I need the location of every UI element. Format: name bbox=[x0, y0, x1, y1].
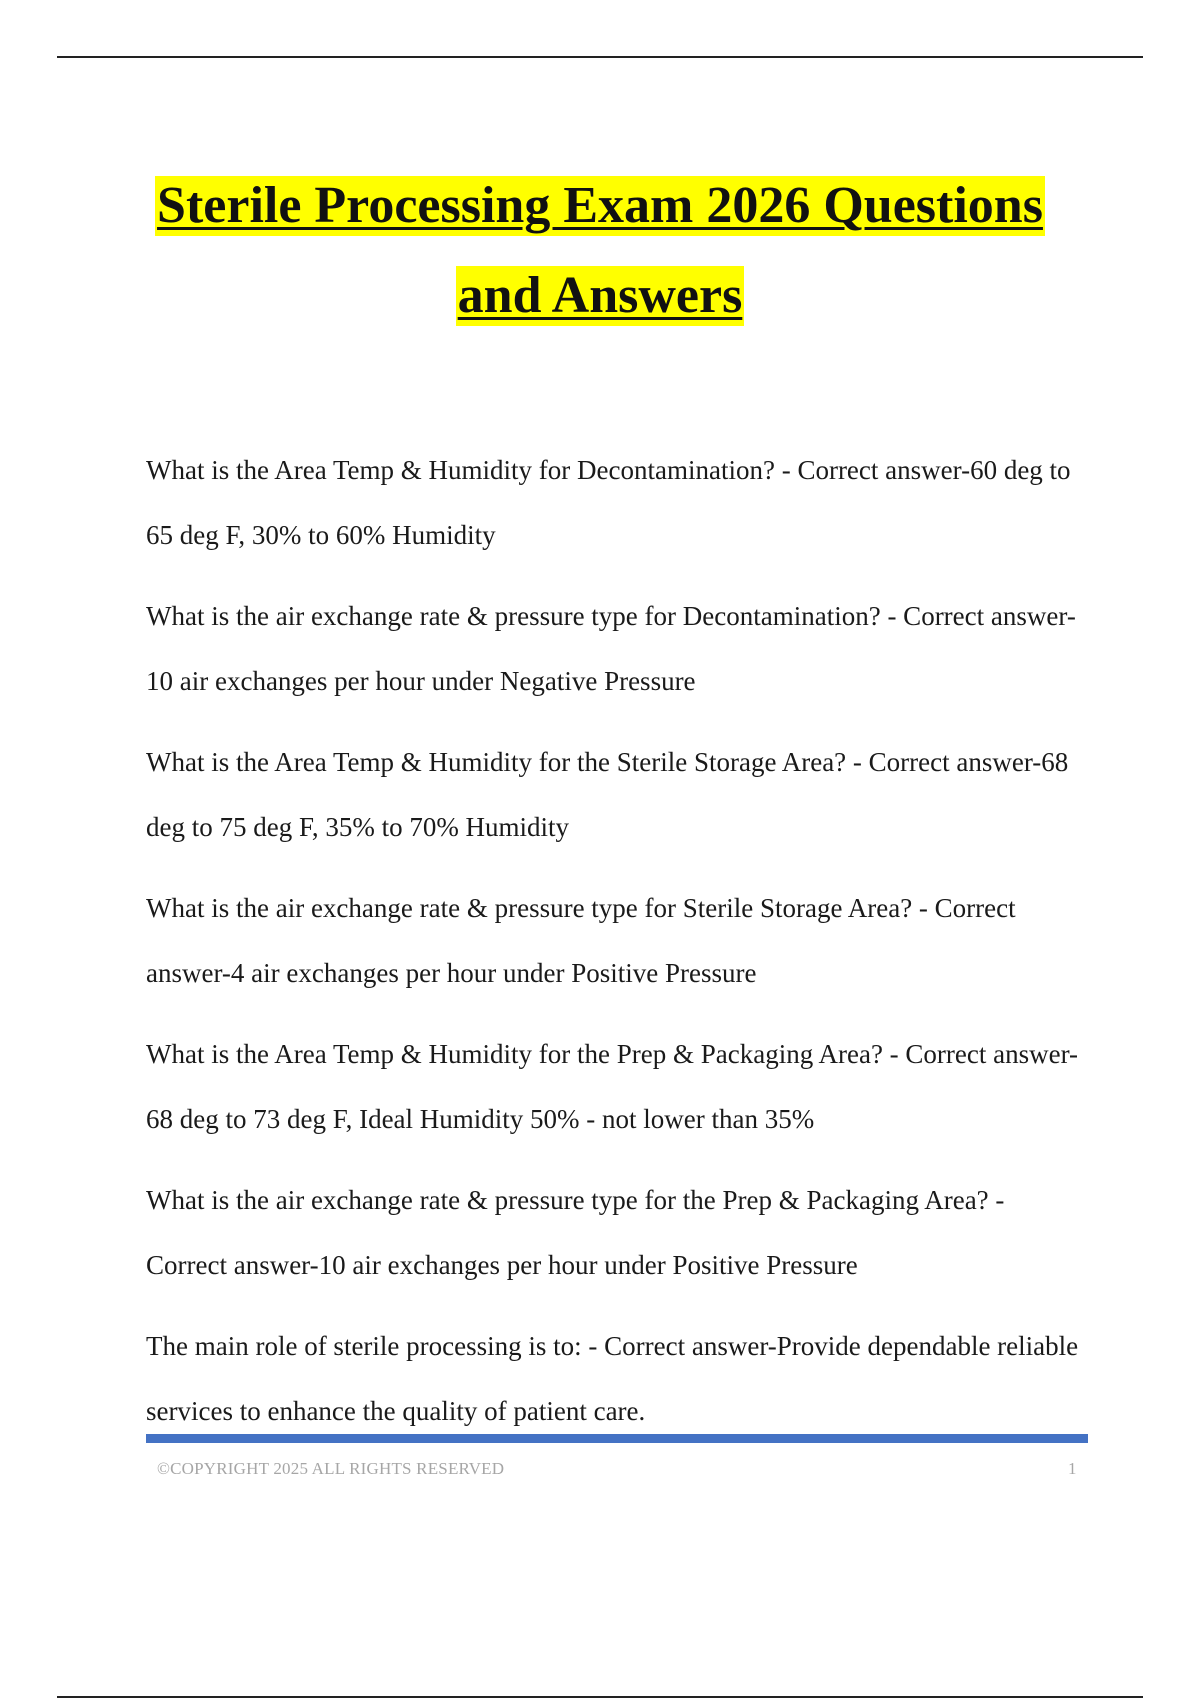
qa-item: What is the Area Temp & Humidity for the Prep & Packaging Area? - Correct answer-68 deg to 73 deg F, Ideal Humidity 50% - not lower than 35% bbox=[146, 1039, 1079, 1134]
header-rule bbox=[57, 56, 1143, 58]
page-number: 1 bbox=[1068, 1459, 1077, 1478]
title-line-1: Sterile Processing Exam 2026 Questions bbox=[157, 177, 1043, 234]
page-bottom-rule bbox=[57, 1696, 1143, 1698]
title-line-2: and Answers bbox=[457, 267, 743, 324]
footer-copyright: ©COPYRIGHT 2025 ALL RIGHTS RESERVED bbox=[157, 1459, 505, 1478]
qa-item: The main role of sterile processing is to: - Correct answer-Provide dependable reliable services to enhance the quality of patient care. bbox=[146, 1331, 1079, 1426]
qa-item: What is the air exchange rate & pressure type for the Prep & Packaging Area? - Correct answer-10 air exchanges per hour under Positive Pressure bbox=[146, 1185, 1005, 1280]
document-title bbox=[0, 176, 1200, 326]
qa-item: What is the Area Temp & Humidity for the Sterile Storage Area? - Correct answer-68 deg to 75 deg F, 35% to 70% Humidity bbox=[146, 747, 1069, 842]
qa-item: What is the Area Temp & Humidity for Decontamination? - Correct answer-60 deg to 65 deg F, 30% to 60% Humidity bbox=[146, 455, 1071, 550]
qa-item: What is the air exchange rate & pressure type for Sterile Storage Area? - Correct answer-4 air exchanges per hour under Positive Pressure bbox=[146, 893, 1016, 988]
qa-item: What is the air exchange rate & pressure type for Decontamination? - Correct answer-10 air exchanges per hour under Negative Pressure bbox=[146, 601, 1076, 696]
footer-bar bbox=[146, 1434, 1088, 1443]
qa-list bbox=[146, 438, 1086, 1460]
